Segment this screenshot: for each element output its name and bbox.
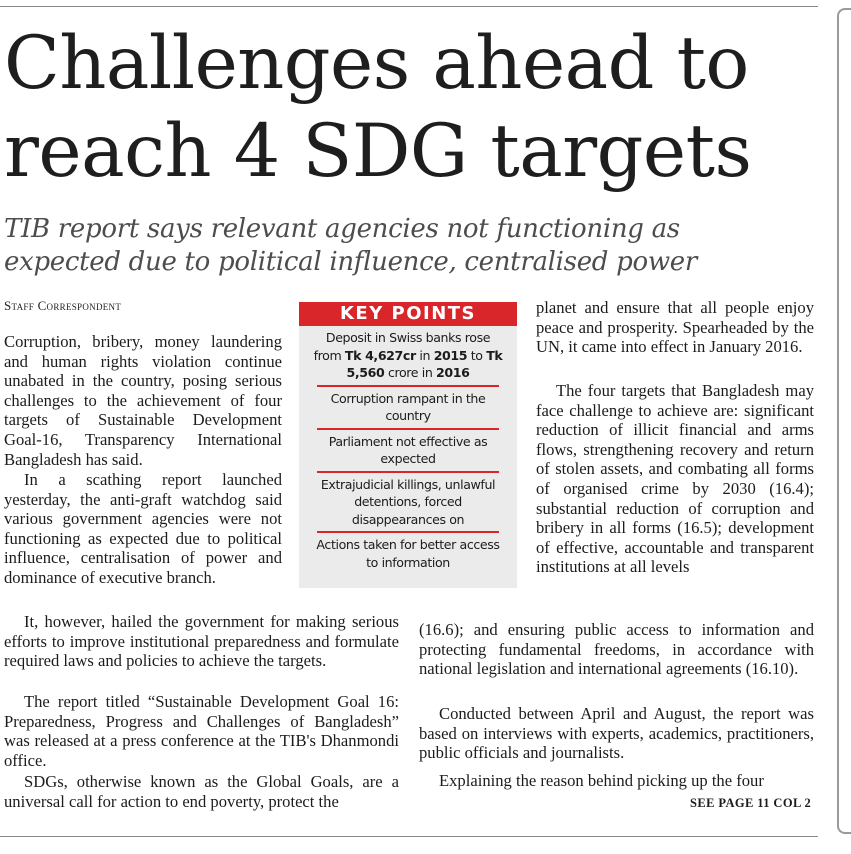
key-points-box	[299, 302, 517, 588]
paragraph-4: The report titled “Sustainable Development Goal 16: Preparedness, Progress and Challenges of Bangladesh” was released at a press conference at the TIB's Dhanmondi office.	[4, 692, 399, 770]
key-points-title: KEY POINTS	[299, 302, 517, 326]
paragraph-5: SDGs, otherwise known as the Global Goals, are a universal call for action to end poverty, protect the	[4, 772, 399, 811]
paragraph-2: In a scathing report launched yesterday, the anti-graft watchdog said various government agencies were not functioning as expected due to political influence, centralisation of power and dominance of executive branch.	[4, 470, 282, 587]
paragraph-1: Corruption, bribery, money laundering and human rights violation continue unabated in the country, posing serious challenges to the achievement of four targets of Sustainable Development Goal-16, Transparency International Bangladesh has said.	[4, 332, 282, 469]
bottom-rule	[0, 836, 818, 837]
key-point-parliament: Parliament not effective as expected	[328, 433, 488, 466]
continued-on-page: SEE PAGE 11 COL 2	[690, 796, 812, 810]
headline	[4, 20, 814, 196]
side-panel-edge	[837, 8, 851, 834]
subheadline: TIB report says relevant agencies not functioning as expected due to political influence, centralised power	[4, 214, 697, 277]
byline: Staff Correspondent	[4, 298, 122, 313]
paragraph-10: Explaining the reason behind picking up the four	[439, 771, 764, 790]
paragraph-9: Conducted between April and August, the report was based on interviews with experts, academics, practitioners, public officials and journalists.	[419, 704, 814, 763]
headline-line-2: reach 4 SDG targets	[4, 109, 752, 194]
key-point-information-access: Actions taken for better access to information	[316, 537, 500, 570]
paragraph-6: planet and ensure that all people enjoy peace and prosperity. Spearheaded by the UN, it came into effect in January 2016.	[536, 298, 814, 357]
top-rule	[0, 6, 818, 7]
paragraph-3: It, however, hailed the government for making serious efforts to improve institutional preparedness and formulate required laws and policies to achieve the targets.	[4, 612, 399, 671]
key-point-extrajudicial: Extrajudicial killings, unlawful detentions, forced disappearances on	[320, 476, 496, 527]
paragraph-7: The four targets that Bangladesh may face challenge to achieve are: significant reduction of illicit financial and arms flows, strengthening recovery and return of stolen assets, and combating all forms of organised crime by 2030 (16.4); substantial reduction of corruption and bribery in all forms (16.5); development of effective, accountable and transparent institutions at all levels	[536, 381, 814, 577]
paragraph-8: (16.6); and ensuring public access to information and protecting fundamental freedoms, in accordance with national legislation and international agreements (16.10).	[419, 620, 814, 679]
headline-line-1: Challenges ahead to	[4, 21, 749, 106]
key-point-swiss-deposits: Deposit in Swiss banks rose from Tk 4,627cr in 2015 to Tk 5,560 crore in 2016	[313, 330, 503, 380]
key-point-corruption: Corruption rampant in the country	[330, 390, 486, 423]
